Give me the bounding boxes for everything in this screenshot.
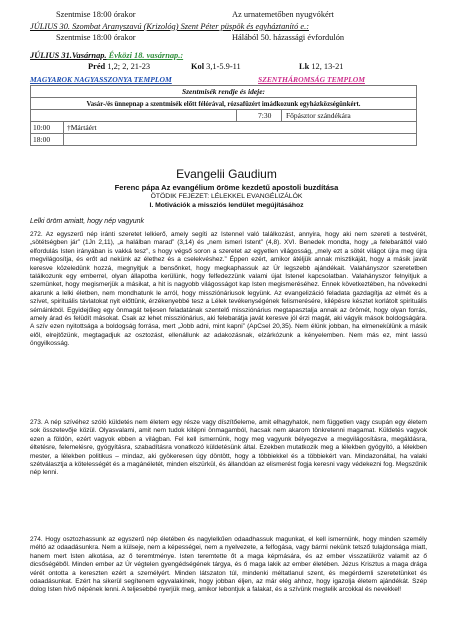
row2-time: 18:00 <box>33 135 51 144</box>
table-divider <box>236 110 237 121</box>
mass-intention-2: Hálából 50. házassági évfordulón <box>232 33 345 42</box>
paragraph-272: 272. Az egyszerű nép iránti szeretet lelkierő, amely segíti az Istennel való találkozást, annyira, hogy aki nem szereti a testvérét, „sötétségben jár” (1Jn 2,11), „a halálban marad” (3,14) és „nem ismeri Istent” (4,8). XVI. Benedek mondta, hogy „a felebaráttól való elfordulás Isten irányában is vakká tesz”, s hogy végső soron a szeretet az egyetlen világosság, „mely ezt a sötét világot újra meg újra megvilágosítja, és erőt ad nekünk az élethez és a cselekvéshez.” Éppen ezért, amikor átéljük annak misztikáját, hogy a másik javát keresve közeledünk hozzá, megnyitjuk a bensőnket, hogy megkaphassuk az Úr legszebb ajándékait. Valahányszor szeretetben találkozunk egy emberrel, olyan állapotba kerülünk, hogy felfedezzünk valami újat Istenel kapcsolatban. Valahányszor felnyitjuk a szemünket, hogy megismerjük a másikat, a hit is nagyobb világosságot kap Isten megismeréséhez. Ennek következtében, ha növekedni akarunk a lelki életben, nem mondhatunk le arról, hogy missziónáriusok legyünk. Az evangelizáció feladata gazdagítja az elmét és a szívet, spirituális távlatokat nyit előttünk, érzékenyebbé tesz a Lélek tevékenységének felismerésére, kilépésre késztet korlátolt spirituális sémáinkból. Egyidejűleg egy önmagát teljesen feladatának szentelő missziónárius megtapasztalja annak az örömét, hogy olyan forrás, amely árad és felüdít másokat. Csak az lehet missziónárius, aki felebarátja javát keresve jól érzi magát, aki vágyik mások boldogságára. A szív ezen nyitottsága a boldogság forrása, mert „Jobb adni, mint kapni” (ApCsel 20,35). Nem élünk jobban, ha elmenekülünk a másik elől, elrejtőzünk, megtagadjuk az osztozást, ellenállunk az adakozásnak, elzárkózunk a kényelemben. Nem más ez, mint lassú öngyilkosság. <box>30 231 427 348</box>
article-title: Evangelii Gaudium <box>176 167 277 181</box>
section-title: I. Motivációk a missziós lendület megújításához <box>149 202 304 209</box>
mass-time-2: Szentmise 18:00 órakor <box>56 33 136 42</box>
pred-label: Préd <box>88 62 106 71</box>
right-text: Főpásztor szándékára <box>286 111 351 120</box>
schedule-row-2 <box>31 134 416 145</box>
sunday-heading <box>30 51 183 61</box>
lk-reading <box>299 62 343 72</box>
mass-time-1: Szentmise 18:00 órakor <box>56 10 136 19</box>
paragraph-274: 274. Hogy osztozhassunk az egyszerű nép életében és nagylelkűen odaadhassuk magunkat, el kell ismernünk, hogy minden személy méltó az odaadásunkra. Nem a külseje, nem a képességei, nem a nyelvezete, a felfogása, vagy bármi nekünk tetsző tulajdonsága miatt, hanem mert Isten alkotása, az ő teremtménye. Isten teremtette őt a maga képmására, és az ember visszatükröz valamit az ő dicsőségéből. Minden ember az Úr végtelen gyengédségének tárgya, és ő maga lakik az ember életében. Jézus Krisztus a maga drága vérét ontotta a kereszten ezért a személyért. Minden látszaton túl, mindenki méltatlanul szent, és megérdemli szeretetünket és odaadásunkat. Ezért ha sikerül segítenem egyvalakinek, hogy jobban éljen, az már elég ahhoz, hogy igazolja életem ajándékát. Szép dolog Isten hívő népének lenni. A teljesebbé nyerjük meg, amikor lebontjuk a falakat, és a szívünk megtelik arcokkal és nevekkel! <box>30 536 427 594</box>
feast-day-heading: JÚLIUS 30. Szombat Aranyszavú (Krizológ) Szent Péter püspök és egyháztanító e.: <box>30 22 309 31</box>
right-time: 7:30 <box>258 111 272 120</box>
pred-value: 1,2; 2, 21-23 <box>107 62 151 71</box>
sunday-name: Évközi 18. vasárnap.: <box>106 51 184 60</box>
chapter-title: ÖTÖDIK FEJEZET: LÉLEKKEL EVANGÉLIZÁLÓK <box>150 193 303 200</box>
table-divider <box>63 122 64 133</box>
schedule-heading-row <box>31 86 416 98</box>
schedule-note-row <box>31 98 416 110</box>
schedule-row-1 <box>31 122 416 134</box>
table-divider <box>63 134 64 145</box>
lead-heading: Lelki öröm amiatt, hogy nép vagyunk <box>30 218 145 225</box>
mass-schedule-table <box>30 85 417 146</box>
church-right-name: SZENTHÁROMSÁG TEMPLOM <box>258 75 365 84</box>
church-left-name: MAGYAROK NAGYASSZONYA TEMPLOM <box>30 75 172 84</box>
sunday-date: JÚLIUS 31.Vasárnap. <box>30 51 107 60</box>
lk-value: 12, 13-21 <box>311 62 344 71</box>
paragraph-273: 273. A nép szívéhez szóló küldetés nem életem egy része vagy díszítőeleme, amit elhagyhatok, nem független vagy csupán egy életem sok összetevője közül. Olyasvalami, amit nem tudok kitépni önmagamból, hacsak nem akarom tönkretenni magamat. Küldetés vagyok ezen a földön, ezért vagyok ebben a világban. Fel kell ismernünk, hogy meg vagyunk bélyegezve a megvilágosításra, megáldásra, éltetésre, felemelésre, gyógyításra, szabadításra vonatkozó küldetésünk által. Ezekben mutatkozik meg a lélekben gyógyító, a lélekben mester, a lélekben politikus – mindaz, aki gyökeresen úgy döntött, hogy a többiekkel és a többiekért van. Mindazonáltal, ha valaki szétválasztja a kötelességét és a magánéletét, minden elszürkül, és állandóan az elismerést fogja keresni vagy védekezni fog. Megszűnik nép lenni. <box>30 419 427 477</box>
schedule-row-right <box>31 110 416 122</box>
readings-line <box>88 62 150 72</box>
article-subtitle: Ferenc pápa Az evangélium öröme kezdetű apostoli buzdítása <box>114 183 339 192</box>
schedule-note: Vasár-/és ünnepnap a szentmisék előtt félórával, rózsafüzért imádkozunk egyházközségünkért. <box>86 101 361 108</box>
table-divider <box>281 110 282 121</box>
kol-value: 3,1-5.9-11 <box>206 62 241 71</box>
schedule-heading: Szentmisék rendje és ideje: <box>181 87 266 96</box>
mass-intention-1: Az urnatemetőben nyugvókért <box>232 10 334 19</box>
kol-label: Kol <box>191 62 205 71</box>
row1-text: †Mártáért <box>67 123 97 132</box>
row1-time: 10:00 <box>33 123 51 132</box>
lk-label: Lk <box>299 62 310 71</box>
kol-reading <box>191 62 241 72</box>
